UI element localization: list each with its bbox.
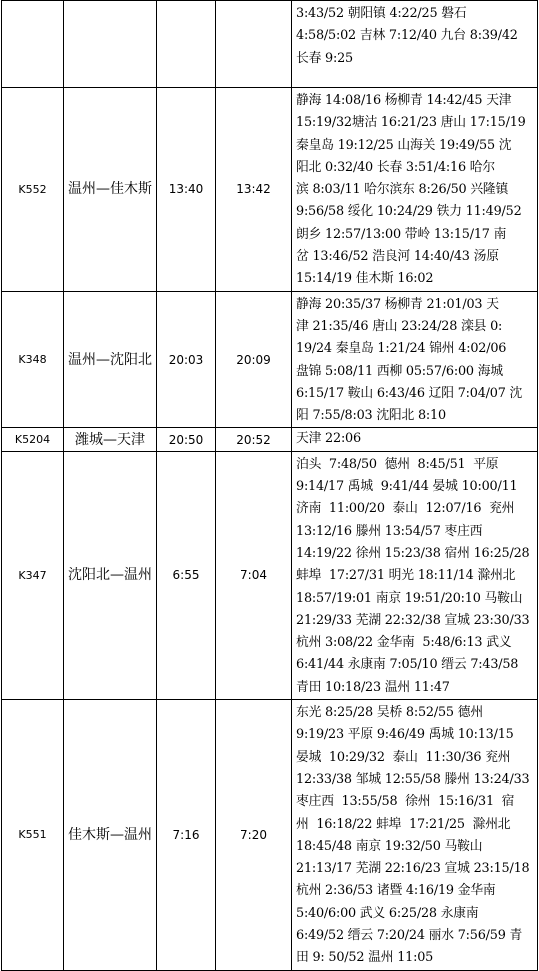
route-cell [64, 1, 157, 88]
stops-cell: 泊头 7:48/50 德州 8:45/51 平原 9:14/17 禹城 9:41/44 晏城 10:00/11 济南 11:00/20 泰山 12:07/16 兖州 13:12/16 滕州 13:54/57 枣庄西 14:19/22 徐州 15:23/38 宿州 16:25/28 蚌埠 17:27/31 明光 18:11/14 滁州北 18:57/19:01 南京 19:51/20:10 马鞍山 21:29/33 芜湖 22:32/38 宣城 23:30/33 杭州 3:08/22 金华南 5:48/6:13 武义 6:41/44 永康南 7:05/10 缙云 7:43/58 青田 10:18/23 温州 11:47 [292, 451, 538, 699]
route-cell: 沈阳北—温州 [64, 451, 157, 699]
arrival-time-cell: 7:04 [216, 451, 292, 699]
departure-time-cell: 7:16 [157, 700, 216, 971]
train-number-cell: K552 [2, 88, 64, 292]
route-cell: 温州—沈阳北 [64, 291, 157, 428]
arrival-time-cell: 13:42 [216, 88, 292, 292]
departure-time-cell: 20:50 [157, 428, 216, 451]
departure-time-cell: 20:03 [157, 291, 216, 428]
stops-cell: 静海 20:35/37 杨柳青 21:01/03 天 津 21:35/46 唐山 23:24/28 滦县 0: 19/24 秦皇岛 1:21/24 锦州 4:02/06 盘锦 5:08/11 西柳 05:57/6:00 海城 6:15/17 鞍山 6:43/46 辽阳 7:04/07 沈 阳 7:55/8:03 沈阳北 8:10 [292, 291, 538, 428]
route-cell: 温州—佳木斯 [64, 88, 157, 292]
table-row [2, 291, 538, 428]
arrival-time-cell: 7:20 [216, 700, 292, 971]
route-cell: 潍城—天津 [64, 428, 157, 451]
stops-cell: 3:43/52 朝阳镇 4:22/25 磐石 4:58/5:02 吉林 7:12/40 九台 8:39/42 长春 9:25 [292, 1, 538, 88]
departure-time-cell: 13:40 [157, 88, 216, 292]
table-row [2, 451, 538, 699]
train-number-cell [2, 1, 64, 88]
arrival-time-cell: 20:09 [216, 291, 292, 428]
train-number-cell: K551 [2, 700, 64, 971]
departure-time-cell: 6:55 [157, 451, 216, 699]
train-number-cell: K348 [2, 291, 64, 428]
table-row [2, 700, 538, 971]
departure-time-cell [157, 1, 216, 88]
arrival-time-cell: 20:52 [216, 428, 292, 451]
table-row [2, 88, 538, 292]
table-row [2, 1, 538, 88]
route-cell: 佳木斯—温州 [64, 700, 157, 971]
stops-cell: 静海 14:08/16 杨柳青 14:42/45 天津 15:19/32塘沽 16:21/23 唐山 17:15/19 秦皇岛 19:12/25 山海关 19:49/55 沈 阳北 0:32/40 长春 3:51/4:16 哈尔 滨 8:03/11 哈尔滨东 8:26/50 兴隆镇 9:56/58 绥化 10:24/29 铁力 11:49/52 朗乡 12:57/13:00 带岭 13:15/17 南 岔 13:46/52 浩良河 14:40/43 汤原 15:14/19 佳木斯 16:02 [292, 88, 538, 292]
train-number-cell: K5204 [2, 428, 64, 451]
stops-cell: 天津 22:06 [292, 428, 538, 451]
arrival-time-cell [216, 1, 292, 88]
table-row [2, 428, 538, 451]
train-number-cell: K347 [2, 451, 64, 699]
stops-cell: 东光 8:25/28 吴桥 8:52/55 德州 9:19/23 平原 9:46/49 禹城 10:13/15 晏城 10:29/32 泰山 11:30/36 兖州 12:33/38 邹城 12:55/58 滕州 13:24/33 枣庄西 13:55/58 徐州 15:16/31 宿 州 16:18/22 蚌埠 17:21/25 滁州北 18:45/48 南京 19:32/50 马鞍山 21:13/17 芜湖 22:16/23 宣城 23:15/18 杭州 2:36/53 诸暨 4:16/19 金华南 5:40/6:00 武义 6:25/28 永康南 6:49/52 缙云 7:20/24 丽水 7:56/59 青 田 9: 50/52 温州 11:05 [292, 700, 538, 971]
timetable [1, 0, 538, 971]
